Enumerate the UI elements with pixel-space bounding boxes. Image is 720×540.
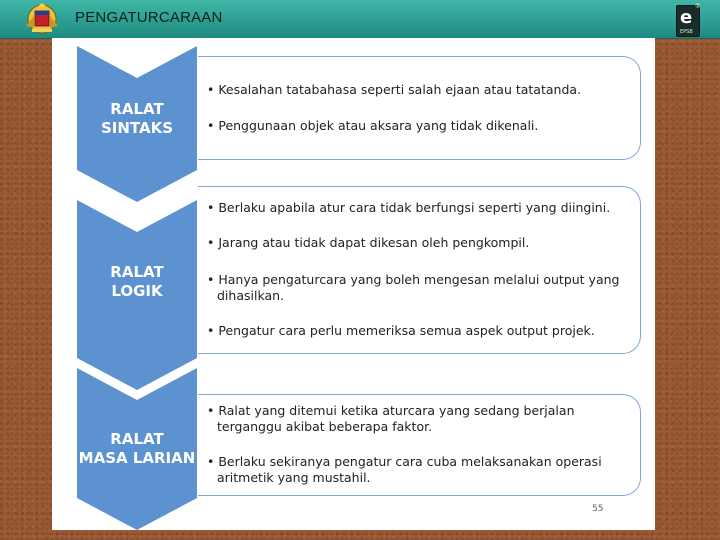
page-number: 55	[592, 504, 604, 514]
section-box-ralat-sintaks	[198, 56, 641, 160]
slide-card	[52, 38, 655, 530]
page-title: PENGATURCARAAN	[75, 9, 223, 26]
section-label-line1: RALAT	[110, 430, 164, 448]
badge-small-text: EPSB	[680, 29, 693, 35]
section-label-line2: SINTAKS	[100, 119, 174, 137]
section-label-line1: RALAT	[110, 263, 164, 281]
section-label-line2: LOGIK	[111, 282, 163, 300]
malaysia-coat-of-arms-icon	[22, 2, 62, 36]
section-label-line1: RALAT	[110, 100, 164, 118]
bullet-item: • Ralat yang ditemui ketika aturcara yang sedang berjalan	[207, 403, 575, 418]
bullet-item-continuation: dihasilkan.	[217, 288, 285, 303]
registered-mark: ®	[695, 4, 700, 10]
bullet-item-continuation: aritmetik yang mustahil.	[217, 470, 371, 485]
bullet-item: • Kesalahan tatabahasa seperti salah ejaan atau tatatanda.	[207, 82, 582, 97]
section-label-line2: MASA LARIAN	[78, 449, 196, 467]
bullet-item: • Berlaku apabila atur cara tidak berfungsi seperti yang diingini.	[207, 200, 611, 215]
bullet-item: • Jarang atau tidak dapat dikesan oleh pengkompil.	[207, 235, 530, 250]
e-letter-logo-icon: e ® EPSB	[676, 5, 700, 37]
bullet-item: • Hanya pengaturcara yang boleh mengesan melalui output yang	[207, 272, 620, 287]
section-label-ralat-logik	[77, 263, 197, 301]
section-label-ralat-sintaks	[77, 100, 197, 138]
bullet-item: • Penggunaan objek atau aksara yang tidak dikenali.	[207, 118, 539, 133]
bullet-item-continuation: terganggu akibat beberapa faktor.	[217, 419, 433, 434]
header-bar	[0, 0, 720, 39]
section-label-ralat-masa-larian	[77, 430, 197, 468]
bullet-item: • Berlaku sekiranya pengatur cara cuba melaksanakan operasi	[207, 454, 602, 469]
bullet-item: • Pengatur cara perlu memeriksa semua aspek output projek.	[207, 323, 595, 338]
